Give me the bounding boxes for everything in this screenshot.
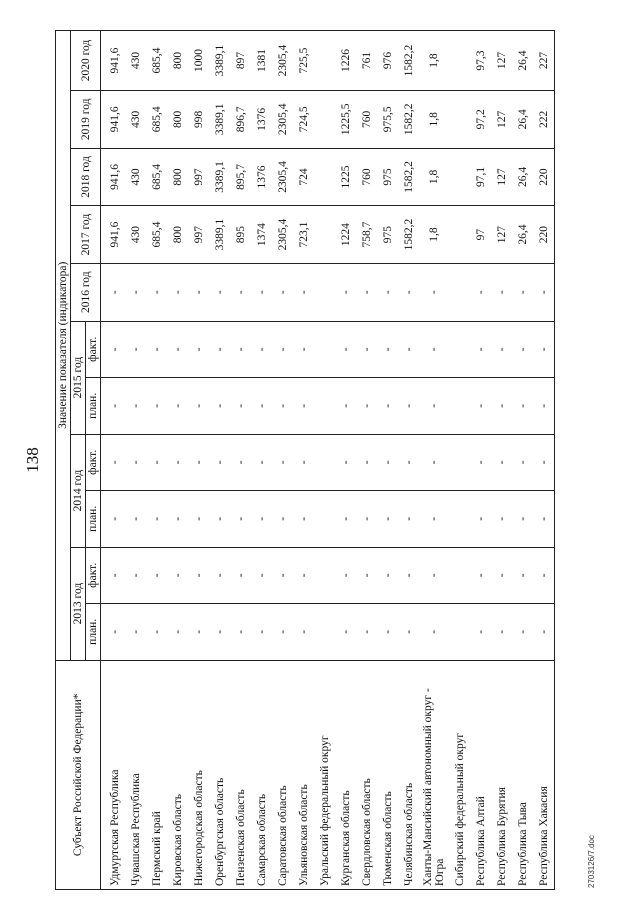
value-cell: - — [230, 321, 251, 378]
value-cell: - — [293, 547, 314, 604]
value-cell: - — [398, 604, 419, 661]
value-cell: - — [335, 263, 356, 321]
value-cell: - — [491, 547, 512, 604]
table-row — [101, 31, 126, 890]
value-cell — [314, 434, 335, 491]
table-row — [470, 31, 491, 890]
table-row — [146, 31, 167, 890]
value-cell: - — [230, 491, 251, 548]
value-cell: - — [188, 434, 209, 491]
document-reference: 2703126/7.doc — [587, 835, 596, 888]
value-cell — [314, 547, 335, 604]
subject-name: Самарская область — [251, 660, 272, 889]
value-cell: 430 — [125, 206, 146, 264]
district-name: Уральский федеральный округ — [314, 660, 335, 889]
value-cell — [449, 378, 470, 435]
subject-column-header: Субъект Российской Федерации* — [56, 660, 101, 889]
value-cell: - — [491, 321, 512, 378]
value-cell: - — [209, 604, 230, 661]
value-cell: - — [188, 378, 209, 435]
value-cell: - — [125, 491, 146, 548]
value-cell: - — [419, 263, 449, 321]
value-cell: 3389,1 — [209, 31, 230, 91]
value-cell: 800 — [167, 31, 188, 91]
value-cell: 997 — [188, 148, 209, 206]
value-cell: - — [209, 321, 230, 378]
indicator-table — [55, 30, 555, 890]
indicator-group-header: Значение показателя (индикатора) — [56, 31, 71, 661]
value-cell: - — [377, 263, 398, 321]
value-cell: 3389,1 — [209, 91, 230, 149]
value-cell: - — [356, 321, 377, 378]
year-header: 2017 год — [71, 206, 101, 264]
value-cell: - — [146, 434, 167, 491]
district-row — [314, 31, 335, 890]
district-name: Сибирский федеральный округ — [449, 660, 470, 889]
value-cell: - — [419, 321, 449, 378]
value-cell: - — [146, 604, 167, 661]
value-cell: - — [335, 547, 356, 604]
value-cell: - — [419, 491, 449, 548]
value-cell: 97,3 — [470, 31, 491, 91]
value-cell — [449, 148, 470, 206]
value-cell: - — [125, 263, 146, 321]
value-cell: - — [188, 604, 209, 661]
value-cell: - — [398, 547, 419, 604]
value-cell: - — [419, 434, 449, 491]
value-cell: - — [251, 321, 272, 378]
value-cell: - — [512, 321, 533, 378]
table-row — [188, 31, 209, 890]
value-cell: - — [146, 378, 167, 435]
plan-header: план. — [86, 491, 101, 548]
value-cell: - — [188, 263, 209, 321]
value-cell: - — [230, 263, 251, 321]
value-cell: 222 — [533, 91, 555, 149]
value-cell: 26,4 — [512, 31, 533, 91]
table-row — [356, 31, 377, 890]
value-cell: 975 — [377, 206, 398, 264]
value-cell: 1,8 — [419, 31, 449, 91]
value-cell: 227 — [533, 31, 555, 91]
table-row — [533, 31, 555, 890]
value-cell: - — [209, 263, 230, 321]
value-cell: 897 — [230, 31, 251, 91]
value-cell: 725,5 — [293, 31, 314, 91]
value-cell: - — [470, 263, 491, 321]
subject-name: Республика Бурятия — [491, 660, 512, 889]
value-cell: - — [533, 604, 555, 661]
value-cell — [314, 604, 335, 661]
value-cell: 724 — [293, 148, 314, 206]
value-cell: - — [293, 378, 314, 435]
value-cell: - — [125, 547, 146, 604]
subject-name: Пензенская область — [230, 660, 251, 889]
rotated-page — [15, 30, 605, 890]
value-cell: 997 — [188, 206, 209, 264]
value-cell: 941,6 — [101, 148, 126, 206]
value-cell: - — [491, 604, 512, 661]
value-cell: - — [101, 434, 126, 491]
table-row — [398, 31, 419, 890]
value-cell: 800 — [167, 206, 188, 264]
value-cell: - — [470, 491, 491, 548]
value-cell: - — [512, 263, 533, 321]
table-body — [101, 31, 555, 890]
value-cell: - — [293, 434, 314, 491]
year-header: 2018 год — [71, 148, 101, 206]
subject-name: Пермский край — [146, 660, 167, 889]
value-cell: - — [188, 491, 209, 548]
value-cell: - — [398, 321, 419, 378]
value-cell: 760 — [356, 91, 377, 149]
value-cell: 127 — [491, 31, 512, 91]
value-cell: 220 — [533, 206, 555, 264]
value-cell: - — [377, 491, 398, 548]
value-cell: - — [335, 604, 356, 661]
value-cell: 895 — [230, 206, 251, 264]
value-cell: - — [293, 491, 314, 548]
value-cell: 685,4 — [146, 91, 167, 149]
value-cell: - — [272, 263, 293, 321]
table-row — [125, 31, 146, 890]
value-cell: - — [377, 547, 398, 604]
subject-name: Челябинская область — [398, 660, 419, 889]
value-cell: - — [146, 263, 167, 321]
value-cell: - — [491, 378, 512, 435]
value-cell — [449, 31, 470, 91]
value-cell: - — [512, 378, 533, 435]
value-cell: 430 — [125, 31, 146, 91]
year-header: 2014 год — [71, 434, 86, 547]
value-cell: - — [167, 491, 188, 548]
value-cell — [449, 206, 470, 264]
value-cell: - — [125, 378, 146, 435]
table-row — [377, 31, 398, 890]
value-cell: - — [533, 321, 555, 378]
value-cell: 1582,2 — [398, 31, 419, 91]
value-cell: - — [101, 491, 126, 548]
value-cell — [449, 91, 470, 149]
value-cell: - — [230, 378, 251, 435]
district-row — [449, 31, 470, 890]
fact-header: факт. — [86, 434, 101, 491]
value-cell: - — [356, 378, 377, 435]
fact-header: факт. — [86, 547, 101, 604]
value-cell: 975,5 — [377, 91, 398, 149]
value-cell: - — [512, 434, 533, 491]
value-cell — [449, 434, 470, 491]
value-cell: - — [101, 263, 126, 321]
value-cell: - — [101, 321, 126, 378]
subject-name: Удмуртская Республика — [101, 660, 126, 889]
value-cell: 1226 — [335, 31, 356, 91]
value-cell: 97,1 — [470, 148, 491, 206]
value-cell: - — [356, 434, 377, 491]
value-cell: - — [209, 547, 230, 604]
value-cell: - — [470, 378, 491, 435]
value-cell: - — [167, 434, 188, 491]
value-cell: - — [272, 321, 293, 378]
subject-name: Чувашская Республика — [125, 660, 146, 889]
value-cell: - — [188, 547, 209, 604]
table-header — [56, 31, 101, 890]
value-cell: 895,7 — [230, 148, 251, 206]
value-cell: - — [335, 434, 356, 491]
fact-header: факт. — [86, 321, 101, 378]
value-cell: - — [188, 321, 209, 378]
value-cell: 723,1 — [293, 206, 314, 264]
value-cell: 26,4 — [512, 148, 533, 206]
value-cell: 1376 — [251, 148, 272, 206]
table-row — [491, 31, 512, 890]
value-cell: - — [251, 547, 272, 604]
value-cell: - — [272, 491, 293, 548]
table-row — [272, 31, 293, 890]
value-cell: 998 — [188, 91, 209, 149]
value-cell: 760 — [356, 148, 377, 206]
value-cell: - — [512, 491, 533, 548]
value-cell: - — [146, 321, 167, 378]
value-cell: - — [533, 434, 555, 491]
value-cell: - — [533, 263, 555, 321]
value-cell: 127 — [491, 91, 512, 149]
value-cell — [314, 491, 335, 548]
value-cell: 685,4 — [146, 206, 167, 264]
value-cell: - — [101, 604, 126, 661]
value-cell: - — [209, 378, 230, 435]
value-cell: - — [533, 378, 555, 435]
value-cell: 2305,4 — [272, 31, 293, 91]
value-cell: 1000 — [188, 31, 209, 91]
value-cell: - — [356, 604, 377, 661]
value-cell: - — [251, 434, 272, 491]
value-cell — [449, 321, 470, 378]
table-row — [293, 31, 314, 890]
year-header: 2016 год — [71, 263, 101, 321]
value-cell: 685,4 — [146, 31, 167, 91]
value-cell — [314, 31, 335, 91]
value-cell: - — [272, 547, 293, 604]
subject-name: Республика Алтай — [470, 660, 491, 889]
table-row — [335, 31, 356, 890]
value-cell: - — [377, 434, 398, 491]
value-cell: 3389,1 — [209, 206, 230, 264]
value-cell: 800 — [167, 148, 188, 206]
value-cell: 97,2 — [470, 91, 491, 149]
value-cell: - — [356, 491, 377, 548]
value-cell: - — [419, 378, 449, 435]
value-cell: 1,8 — [419, 148, 449, 206]
value-cell: - — [251, 378, 272, 435]
subject-name: Кировская область — [167, 660, 188, 889]
subject-name: Оренбургская область — [209, 660, 230, 889]
subject-name: Тюменская область — [377, 660, 398, 889]
value-cell: 800 — [167, 91, 188, 149]
value-cell: - — [470, 434, 491, 491]
table-row — [512, 31, 533, 890]
value-cell: - — [146, 547, 167, 604]
plan-header: план. — [86, 378, 101, 435]
value-cell: 1225 — [335, 148, 356, 206]
value-cell: 975 — [377, 148, 398, 206]
value-cell: 2305,4 — [272, 206, 293, 264]
value-cell: - — [125, 604, 146, 661]
table-row — [419, 31, 449, 890]
value-cell: 1224 — [335, 206, 356, 264]
value-cell — [314, 91, 335, 149]
value-cell: - — [230, 434, 251, 491]
value-cell: 127 — [491, 148, 512, 206]
value-cell: - — [251, 263, 272, 321]
value-cell: 97 — [470, 206, 491, 264]
value-cell — [449, 604, 470, 661]
value-cell: - — [251, 491, 272, 548]
table-row — [167, 31, 188, 890]
value-cell: - — [398, 491, 419, 548]
value-cell: 976 — [377, 31, 398, 91]
value-cell: - — [167, 604, 188, 661]
value-cell: - — [293, 321, 314, 378]
value-cell: 430 — [125, 91, 146, 149]
value-cell — [449, 263, 470, 321]
value-cell: - — [533, 547, 555, 604]
value-cell: 1582,2 — [398, 91, 419, 149]
value-cell: 3389,1 — [209, 148, 230, 206]
value-cell: 1376 — [251, 91, 272, 149]
value-cell: - — [293, 263, 314, 321]
value-cell: - — [377, 604, 398, 661]
value-cell: 26,4 — [512, 206, 533, 264]
value-cell: - — [251, 604, 272, 661]
value-cell: - — [470, 604, 491, 661]
value-cell: 1582,2 — [398, 206, 419, 264]
plan-header: план. — [86, 604, 101, 661]
value-cell: 941,6 — [101, 206, 126, 264]
table-row — [251, 31, 272, 890]
value-cell: - — [335, 321, 356, 378]
value-cell: 1,8 — [419, 206, 449, 264]
value-cell: - — [125, 434, 146, 491]
value-cell: - — [335, 378, 356, 435]
value-cell: - — [356, 547, 377, 604]
table-row — [209, 31, 230, 890]
value-cell: 761 — [356, 31, 377, 91]
value-cell — [314, 206, 335, 264]
value-cell: - — [230, 547, 251, 604]
value-cell: 724,5 — [293, 91, 314, 149]
value-cell: 685,4 — [146, 148, 167, 206]
table-row — [230, 31, 251, 890]
value-cell: - — [101, 547, 126, 604]
value-cell — [314, 378, 335, 435]
subject-name: Ульяновская область — [293, 660, 314, 889]
value-cell: - — [470, 321, 491, 378]
value-cell: - — [335, 491, 356, 548]
value-cell: - — [146, 491, 167, 548]
value-cell: - — [230, 604, 251, 661]
value-cell — [449, 491, 470, 548]
value-cell: - — [419, 604, 449, 661]
value-cell: 896,7 — [230, 91, 251, 149]
value-cell: 941,6 — [101, 91, 126, 149]
value-cell: - — [491, 434, 512, 491]
value-cell: 758,7 — [356, 206, 377, 264]
subject-name: Республика Хакасия — [533, 660, 555, 889]
value-cell — [314, 321, 335, 378]
value-cell: - — [125, 321, 146, 378]
value-cell: 2305,4 — [272, 148, 293, 206]
value-cell: - — [167, 263, 188, 321]
page-number: 138 — [23, 447, 42, 473]
value-cell: - — [272, 378, 293, 435]
value-cell: - — [398, 434, 419, 491]
value-cell: - — [293, 604, 314, 661]
value-cell: 26,4 — [512, 91, 533, 149]
value-cell: - — [419, 547, 449, 604]
value-cell: - — [398, 263, 419, 321]
value-cell: - — [167, 378, 188, 435]
value-cell: 2305,4 — [272, 91, 293, 149]
value-cell: 220 — [533, 148, 555, 206]
value-cell: 1,8 — [419, 91, 449, 149]
year-header: 2015 год — [71, 321, 86, 434]
value-cell — [314, 148, 335, 206]
value-cell: - — [356, 263, 377, 321]
value-cell: - — [209, 491, 230, 548]
year-header: 2013 год — [71, 547, 86, 660]
value-cell: 1225,5 — [335, 91, 356, 149]
year-header: 2019 год — [71, 91, 101, 149]
value-cell: 1381 — [251, 31, 272, 91]
subject-name: Курганская область — [335, 660, 356, 889]
value-cell: - — [167, 547, 188, 604]
value-cell: - — [512, 604, 533, 661]
value-cell: 1582,2 — [398, 148, 419, 206]
value-cell: - — [491, 263, 512, 321]
subject-name: Свердловская область — [356, 660, 377, 889]
value-cell: - — [398, 378, 419, 435]
value-cell: - — [272, 604, 293, 661]
value-cell: 941,6 — [101, 31, 126, 91]
value-cell — [314, 263, 335, 321]
value-cell: - — [512, 547, 533, 604]
subject-name: Нижегородская область — [188, 660, 209, 889]
value-cell: 127 — [491, 206, 512, 264]
value-cell: - — [470, 547, 491, 604]
value-cell — [449, 547, 470, 604]
value-cell: 430 — [125, 148, 146, 206]
subject-name: Ханты-Мансийский автономный округ - Югра — [419, 660, 449, 889]
value-cell: - — [209, 434, 230, 491]
value-cell: - — [101, 378, 126, 435]
subject-name: Республика Тыва — [512, 660, 533, 889]
year-header: 2020 год — [71, 31, 101, 91]
value-cell: - — [491, 491, 512, 548]
value-cell: - — [377, 378, 398, 435]
value-cell: 1374 — [251, 206, 272, 264]
subject-name: Саратовская область — [272, 660, 293, 889]
value-cell: - — [533, 491, 555, 548]
value-cell: - — [377, 321, 398, 378]
value-cell: - — [272, 434, 293, 491]
value-cell: - — [167, 321, 188, 378]
